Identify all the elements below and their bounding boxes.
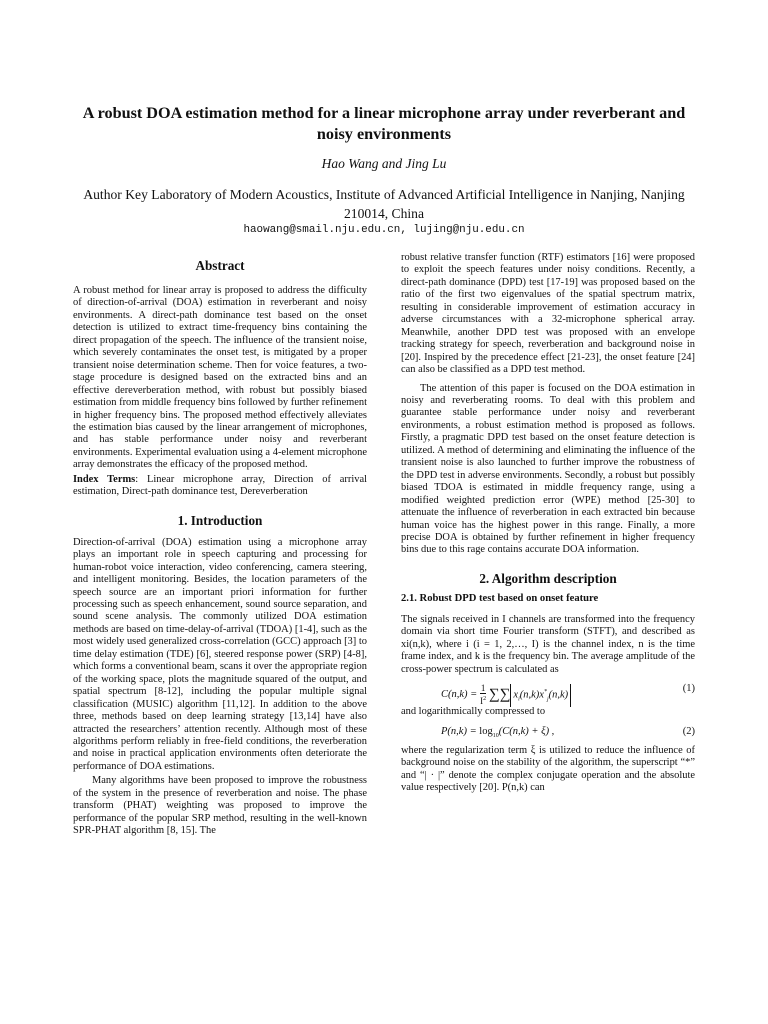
equation-2-body: $P(n,k) = \log_{10}(C(n,k) + \xi)$ , — [441, 725, 555, 739]
intro-paragraph-4: The attention of this paper is focused on the DOA estimation in noisy and reverberating rooms. To deal with this problem and guarantee stable performance under noisy and reverberant environments, a robust estimation method is proposed as follows. Firstly, a pragmatic DPD test based on the onset feature detection is utilized. A method of determining and eliminating the influence of the transient noise is also launched to further improve the robustness of the DPD test in adverse environments. Secondly, a robust but possibly biased TDOA is estimated in middle frequency range, using a modified weighted prediction error (WPE) method [25-30] to attenuate the influence of reverberation in each extracted bin because human voice has the highest power in this range. Finally, a more precise DOA is obtained by further refinement in higher frequency bins due to this rage contains accurate DOA information. — [401, 382, 695, 556]
paper-emails: haowang@smail.nju.edu.cn, lujing@nju.edu.cn — [243, 224, 525, 236]
equation-1 — [401, 676, 695, 706]
index-terms-label: Index Terms — [73, 473, 136, 485]
index-terms-text: : Linear microphone array, Direction of arrival estimation, Direct-path dominance test, Dereverberation — [73, 473, 368, 498]
intro-paragraph-1: Direction-of-arrival (DOA) estimation using a microphone array plays an important role in speech capturing and processing for human-robot voice interaction, video conferencing, camera steering, and intelligent monitoring. Besides, the location parameters of the speech source are an important priori information for further processing such as speech enhancement, sound source separation, and sound scene analysis. The commonly utilized DOA estimation methods are based on time-delay-of-arrival (TDOA) [1-4], such as the most widely used generalized cross-correlation (GCC) approach [3] to time delay estimation (TDE) [6], steered response power (SRP) [4-8], which forms a conventional beam, scans it over the appropriate region of the working space, plots the magnitude squared of the output, and spatial spectrum [8-12], including the popular multiple signal classification (MUSIC) algorithm [11,12]. In addition to the above three, methods based on deep learning strategy [13,14] have also attracted the researchers’ attention recently. Although most of these algorithms perform reliably in free-field conditions, the reverberation and noise in practical application environments often deteriorate the performance of DOA estimations. — [73, 536, 367, 772]
left-column — [73, 258, 367, 838]
algorithm-heading: 2. Algorithm description — [479, 570, 617, 586]
paper-title: A robust DOA estimation method for a linear microphone array under reverberant and noisy environments — [82, 104, 686, 143]
right-column — [401, 252, 695, 794]
intro-paragraph-2: Many algorithms have been proposed to improve the robustness of the system in the presence of reverberation and noise. The phase transform (PHAT) weighting was proposed to improve the performance of the popular SRP method, resulting in the well-known SPR-PHAT algorithm [8, 15]. The — [73, 775, 367, 837]
abstract-text: A robust method for linear array is proposed to address the difficulty of direction-of-arrival (DOA) estimation in reverberant and noisy environments. A direct-path dominance test based on the onset detection is utilized to extract time-frequency bins containing the direct propagation of the speech. The influence of the transient noise, which severely contaminates the onset test, is mitigated by a proper transient noise determination scheme. Then for voice features, a two-stage procedure is designed based on the extracted bins and an effective dereverberation method, with robust but possibly biased estimation from middle frequency bins followed by further refinement in higher frequency bins. The proposed method effectively alleviates the estimation bias caused by the linear arrangement of microphones, and has stable performance under noisy and reverberant environments. Experimental evaluation using a 4-element microphone array demonstrates the efficacy of the proposed method. — [73, 285, 367, 471]
paper-authors: Hao Wang and Jing Lu — [321, 156, 447, 171]
equation-1-body: C(n,k) = $\frac{1}{I^2}$ ∑∑ $x_i(n,k)x^*_j(n,k)$ — [441, 683, 571, 707]
equation-2-number: (2) — [682, 725, 695, 737]
equation-2 — [401, 719, 695, 745]
subsection-heading: 2.1. Robust DPD test based on onset feature — [401, 592, 599, 604]
index-terms — [73, 474, 367, 499]
abstract-heading: Abstract — [195, 258, 245, 273]
intro-paragraph-3: robust relative transfer function (RTF) estimators [16] were proposed to exploit the speech features under noisy conditions. Recently, a direct-path dominance (DPD) test [17-19] was proposed based on the ratio of the first two eigenvalues of the spatial spectrum matrix, resulting in considerable improvement of estimation accuracy in adverse circumstances with a 32-microphone spherical array. Meanwhile, another DPD test was proposed with an envelope tracking strategy for speech, reverberation and background noise in [20]. Inspired by the precedence effect [21-23], the onset feature [24] can also be classified as a DPD test method. — [401, 252, 695, 376]
algo-paragraph-3: where the regularization term ξ is utilized to reduce the influence of background noise on the stability of the algorithm, the superscript “*” and “| · |” denote the complex conjugate operation and the absolute value respectively [20]. P(n,k) can — [401, 744, 695, 793]
algo-paragraph-2: and logarithmically compressed to — [401, 706, 546, 718]
introduction-heading: 1. Introduction — [177, 512, 263, 528]
paper-affiliation: Author Key Laboratory of Modern Acoustics, Institute of Advanced Artificial Intelligence in Nanjing, Nanjing 210014, China — [83, 187, 685, 221]
equation-1-number: (1) — [682, 683, 695, 695]
algo-paragraph-1: The signals received in I channels are transformed into the frequency domain via short time Fourier transform (STFT), and described as xi(n,k), where i (i = 1, 2,…, I) is the channel index, n is the time frame index, and k is the frequency bin. The average amplitude of the cross-power spectrum is calculated as — [401, 613, 695, 675]
